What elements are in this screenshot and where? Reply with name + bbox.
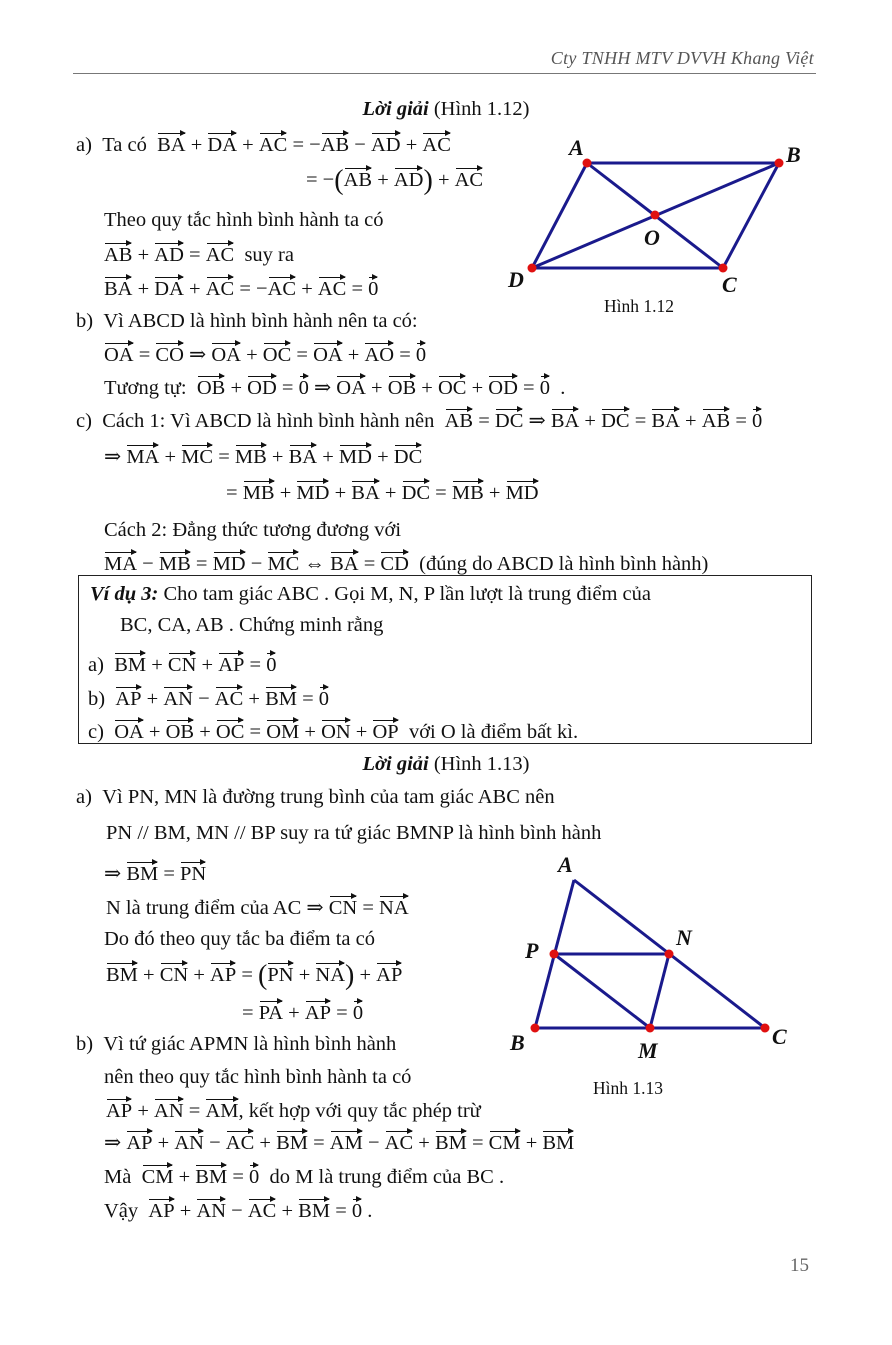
sol2-part-a-line5: Do đó theo quy tắc ba điểm ta có <box>104 928 375 950</box>
point-n <box>665 950 674 959</box>
sol1-part-a-text: Theo quy tắc hình bình hành ta có <box>104 209 384 231</box>
label-a: A <box>558 852 573 877</box>
sol2-part-a-line6: BM + CN + AP = (PN + NA) + AP <box>106 960 403 991</box>
solution-heading-2: Lời giải (Hình 1.13) <box>362 753 530 775</box>
example-3-b: b) AP + AN − AC + BM = 0 <box>88 684 329 712</box>
point-p <box>550 950 559 959</box>
label-c: C <box>722 272 737 297</box>
label-b: B <box>786 142 801 167</box>
sol1-part-b-line1: b) Vì ABCD là hình bình hành nên ta có: <box>76 310 418 332</box>
example-3-intro-2: BC, CA, AB . Chứng minh rằng <box>120 614 384 636</box>
sol1-part-c-line1: c) Cách 1: Vì ABCD là hình bình hành nên AB = DC ⇒ BA + DC = BA + AB = 0 <box>76 406 762 434</box>
sol2-part-a-line2: PN // BM, MN // BP suy ra tứ giác BMNP là hình bình hành <box>106 822 602 844</box>
sol2-part-a-line7: = PA + AP = 0 <box>242 998 363 1026</box>
segment-bc <box>723 163 779 268</box>
point-o <box>651 211 660 220</box>
sol1-part-c-line4: MA − MB = MD − MC ⇔ BA = CD (đúng do ABCD là hình bình hành) <box>104 549 708 577</box>
sol1-part-c-line3: = MB + MD + BA + DC = MB + MD <box>226 478 539 506</box>
label-c: C <box>772 1024 787 1049</box>
label-m: M <box>638 1038 658 1063</box>
sol1-part-b-line2: OA = CO ⇒ OA + OC = OA + AO = 0 <box>104 340 426 368</box>
figure-1-13-caption: Hình 1.13 <box>593 1078 663 1098</box>
sol2-part-b-line1: b) Vì tứ giác APMN là hình bình hành <box>76 1033 397 1055</box>
point-d <box>528 264 537 273</box>
solution-heading-1: Lời giải (Hình 1.12) <box>362 98 530 120</box>
figure-1-13 <box>500 848 800 1068</box>
sol2-part-b-line2: nên theo quy tắc hình bình hành ta có <box>104 1066 412 1088</box>
sol2-part-b-line4: ⇒ AP + AN − AC + BM = AM − AC + BM = CM + BM <box>104 1128 574 1156</box>
example-3-intro: Ví dụ 3: Cho tam giác ABC . Gọi M, N, P lần lượt là trung điểm của <box>90 583 651 605</box>
label-b: B <box>510 1030 525 1055</box>
point-m <box>646 1024 655 1033</box>
triangle-abc <box>535 880 765 1028</box>
point-b <box>775 159 784 168</box>
sol2-part-a-line4: N là trung điểm của AC ⇒ CN = NA <box>106 893 409 921</box>
label-d: D <box>508 267 524 292</box>
header-rule <box>73 73 816 74</box>
label-o: O <box>644 225 660 250</box>
figure-1-12 <box>498 130 818 300</box>
page-number: 15 <box>790 1255 809 1276</box>
sol1-part-b-line3: Tương tự: OB + OD = 0 ⇒ OA + OB + OC + OD = 0 . <box>104 373 565 401</box>
sol1-part-c-line2: ⇒ MA + MC = MB + BA + MD + DC <box>104 442 422 470</box>
sol2-part-b-line6: Vậy AP + AN − AC + BM = 0 . <box>104 1196 372 1224</box>
point-b <box>531 1024 540 1033</box>
label-n: N <box>676 925 692 950</box>
segment-nm <box>650 954 669 1028</box>
sol2-part-b-line3: AP + AN = AM, kết hợp với quy tắc phép trừ <box>106 1096 481 1124</box>
segment-pm <box>554 954 650 1028</box>
page-header: Cty TNHH MTV DVVH Khang Việt <box>550 48 814 68</box>
sol2-part-b-line5: Mà CM + BM = 0 do M là trung điểm của BC . <box>104 1162 504 1190</box>
sol1-part-a-line1: a) Ta có BA + DA + AC = −AB − AD + AC <box>76 130 451 158</box>
sol2-part-a-line3: ⇒ BM = PN <box>104 859 206 887</box>
figure-1-12-caption: Hình 1.12 <box>604 296 674 316</box>
sol2-part-a-line1: a) Vì PN, MN là đường trung bình của tam giác ABC nên <box>76 786 555 808</box>
example-3-c: c) OA + OB + OC = OM + ON + OP với O là điểm bất kì. <box>88 717 578 745</box>
sol1-part-a-line3: AB + AD = AC suy ra <box>104 240 294 268</box>
sol1-part-a-line2: = −(AB + AD) + AC <box>306 165 484 196</box>
sol1-part-a-line4: BA + DA + AC = −AC + AC = 0 <box>104 274 378 302</box>
label-a: A <box>569 135 584 160</box>
example-3-a: a) BM + CN + AP = 0 <box>88 650 276 678</box>
point-c <box>761 1024 770 1033</box>
label-p: P <box>525 938 539 963</box>
segment-da <box>532 163 587 268</box>
point-a <box>583 159 592 168</box>
sol1-part-c-cach2: Cách 2: Đẳng thức tương đương với <box>104 519 402 541</box>
